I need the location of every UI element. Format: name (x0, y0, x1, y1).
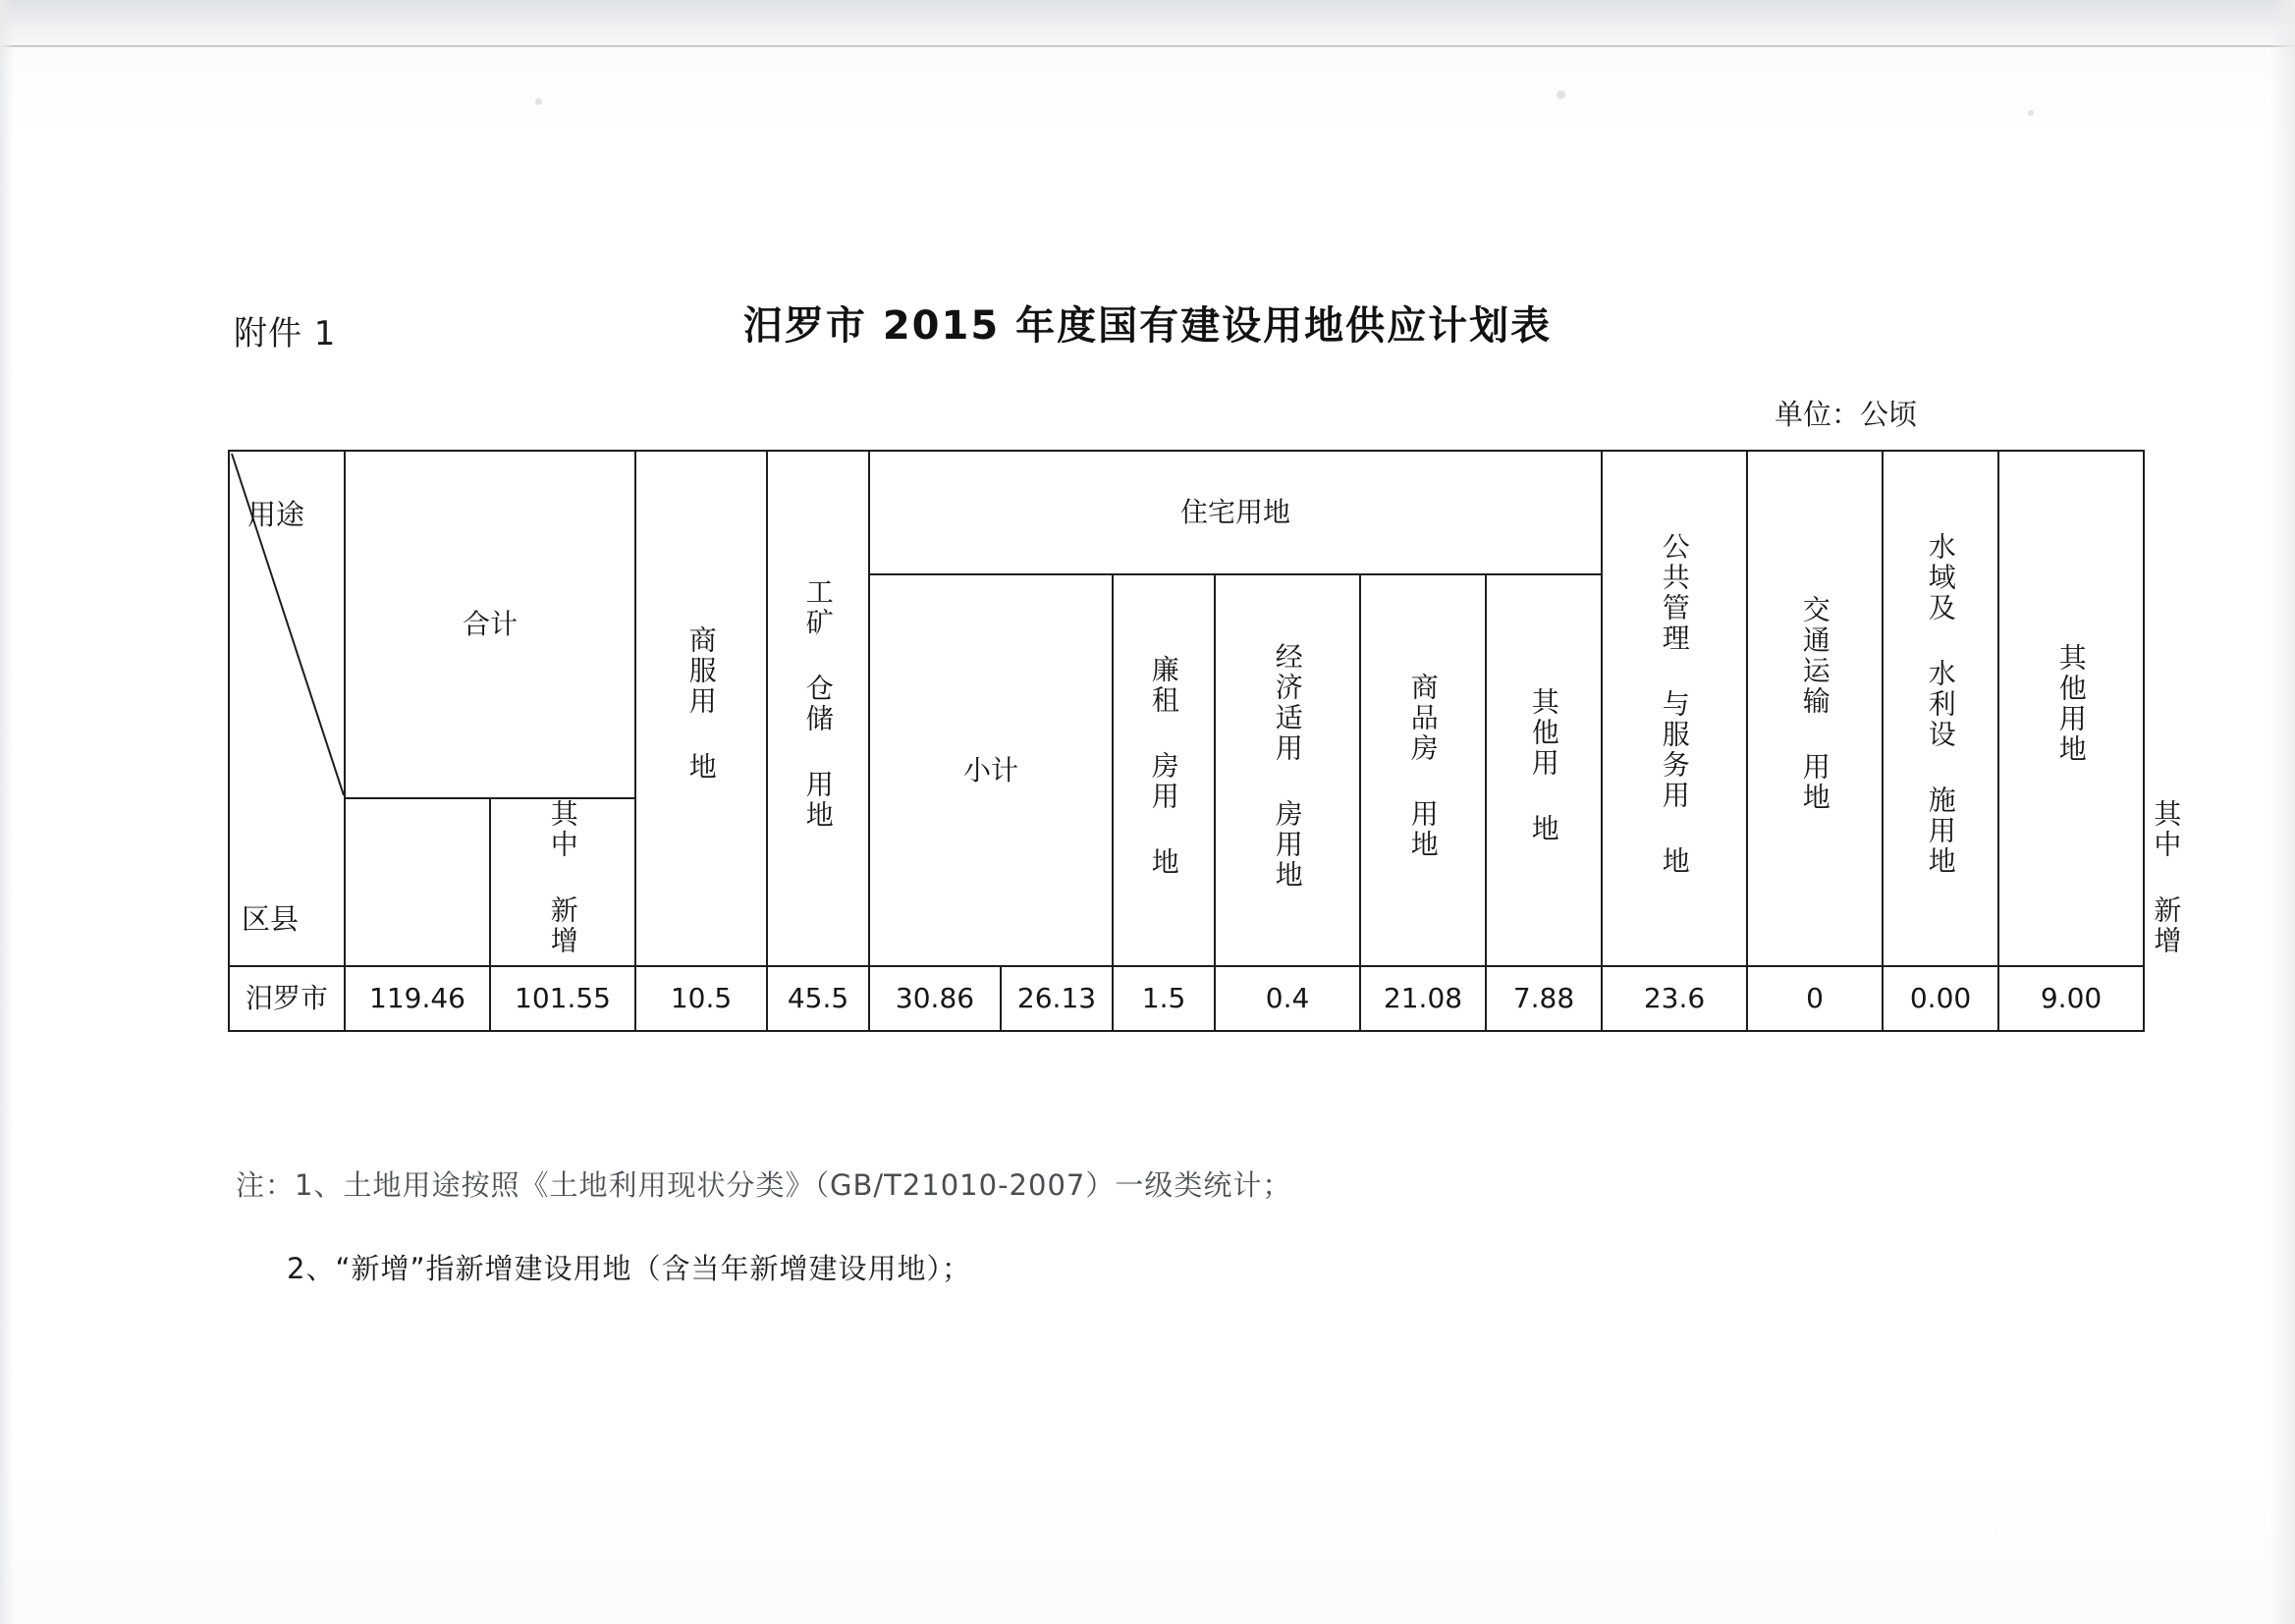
supply-plan-table-wrap (228, 450, 2183, 1032)
header-water-label: 水域及 水利设 施用地 (1924, 531, 1957, 877)
header-other-residential (1486, 574, 1602, 966)
note-item-2 (287, 1247, 2102, 1287)
cell-commodity: 21.08 (1360, 966, 1486, 1031)
header-low-rent-label: 廉租 房用 地 (1147, 654, 1180, 878)
header-residential-subtotal-label: 小计 (963, 753, 1019, 786)
header-residential-subtotal (869, 574, 1113, 966)
corner-use-label: 用途 (247, 498, 305, 531)
note-text-1: 1、土地用途按照《土地利用现状分类》（GB/T21010-2007）一级类统计； (295, 1168, 1292, 1202)
header-low-rent (1113, 574, 1215, 966)
cell-region: 汨罗市 (229, 966, 345, 1031)
corner-header-cell (229, 451, 345, 966)
note-text-2: 2、“新增”指新增建设用地（含当年新增建设用地）； (287, 1252, 971, 1285)
header-public-service-label: 公共管理 与服务用 地 (1658, 531, 1691, 877)
header-industrial-label: 工矿 仓储 用地 (801, 577, 835, 831)
header-industrial (767, 451, 869, 966)
header-commercial-label: 商服用 地 (684, 625, 718, 783)
attachment-label: 附件 1 (234, 314, 337, 353)
cell-industrial: 45.5 (767, 966, 869, 1031)
header-commercial (635, 451, 767, 966)
unit-label: 单位：公顷 (1774, 398, 1917, 431)
header-affordable-label: 经济适用 房用地 (1271, 641, 1304, 891)
cell-other-residential: 7.88 (1486, 966, 1602, 1031)
header-other-land (1998, 451, 2144, 966)
header-total-blank (345, 798, 490, 966)
header-total-new (490, 798, 635, 966)
header-residential-group-label: 住宅用地 (1180, 496, 1291, 529)
cell-residential-subtotal: 30.86 (869, 966, 1001, 1031)
header-total-new-label: 其中 新增 (546, 799, 579, 956)
note-item-1 (236, 1164, 2102, 1204)
header-transport (1747, 451, 1883, 966)
header-transport-label: 交通运输 用地 (1798, 595, 1831, 813)
cell-affordable: 0.4 (1215, 966, 1360, 1031)
header-other-land-label: 其他用地 (2054, 643, 2088, 765)
table-row (229, 966, 2144, 1031)
page-title: 汨罗市 2015 年度国有建设用地供应计划表 (742, 303, 1553, 349)
cell-transport: 0 (1747, 966, 1883, 1031)
header-row-1 (229, 451, 2144, 574)
cell-low-rent: 1.5 (1113, 966, 1215, 1031)
header-residential-new-label: 其中 新增 (2150, 799, 2183, 956)
cell-commercial: 10.5 (635, 966, 767, 1031)
notes-label: 注： (236, 1168, 296, 1202)
header-commodity-label: 商品房 用地 (1406, 672, 1440, 860)
notes-section (236, 1164, 2102, 1330)
cell-total: 119.46 (345, 966, 490, 1031)
cell-residential-new: 26.13 (1001, 966, 1113, 1031)
cell-total-new: 101.55 (490, 966, 635, 1031)
header-commodity (1360, 574, 1486, 966)
header-public-service (1602, 451, 1747, 966)
header-total-label: 合计 (463, 608, 519, 641)
header-other-residential-label: 其他用 地 (1527, 687, 1560, 844)
cell-water: 0.00 (1883, 966, 1998, 1031)
header-total (345, 451, 635, 798)
cell-other-land: 9.00 (1998, 966, 2144, 1031)
cell-public-service: 23.6 (1602, 966, 1747, 1031)
header-residential-group (869, 451, 1602, 574)
header-water (1883, 451, 1998, 966)
supply-plan-table (228, 450, 2183, 1032)
header-affordable (1215, 574, 1360, 966)
corner-region-label: 区县 (242, 901, 300, 936)
